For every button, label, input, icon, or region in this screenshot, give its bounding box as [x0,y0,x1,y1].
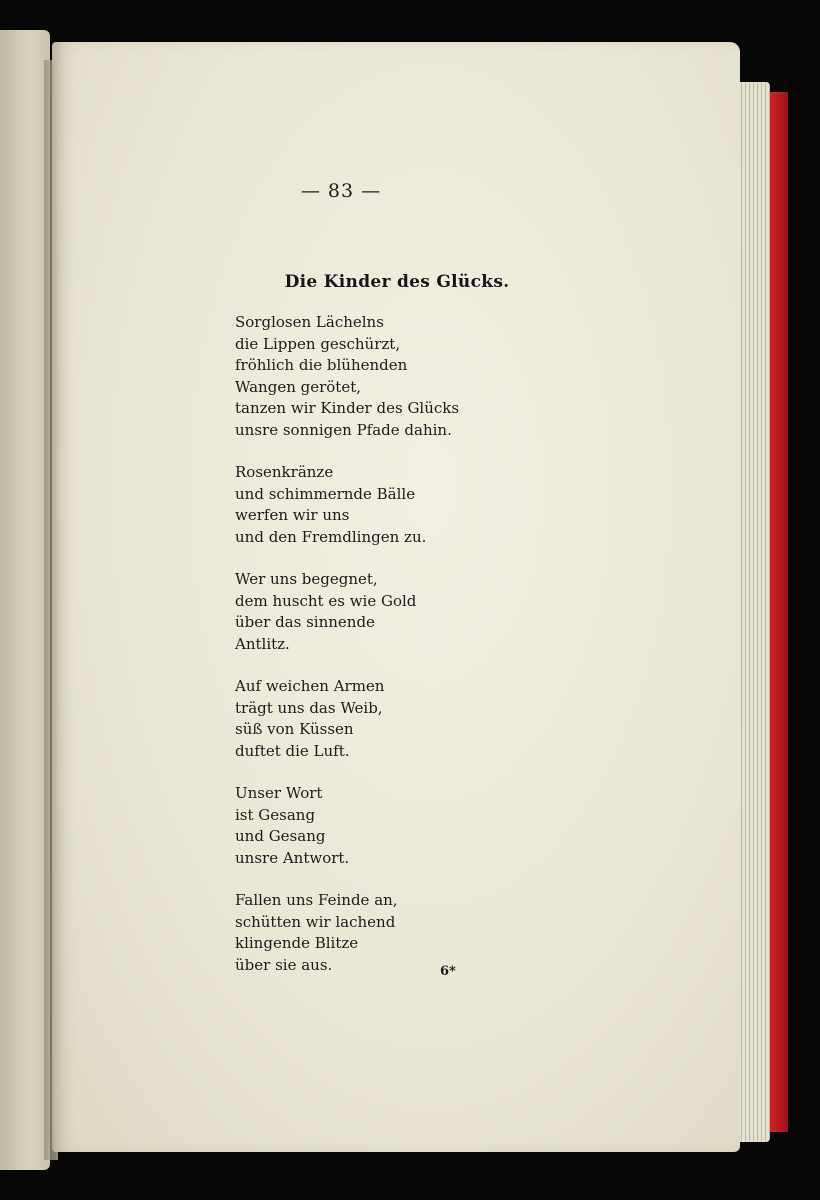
poem-line: Antlitz. [235,634,290,653]
poem-line: tanzen wir Kinder des Glücks [235,399,460,417]
stanza-3 [235,569,655,655]
poem-line: unsre Antwort. [235,848,350,867]
poem-line: Auf weichen Armen [235,677,385,695]
stanza-1 [235,312,655,441]
poem-line: Wangen gerötet, [235,377,362,396]
poem-line: fröhlich die blühenden [235,356,408,374]
poem-body [235,312,655,997]
poem-line: Unser Wort [235,784,323,802]
book-page [52,42,740,1152]
poem-line: werfen wir uns [235,506,350,524]
poem-line: unsre sonnigen Pfade dahin. [235,420,452,439]
left-page-edge [0,30,50,1170]
poem-line: Rosenkränze [235,463,334,481]
poem-line: über sie aus. [235,955,333,974]
stanza-4 [235,676,655,762]
stanza-5 [235,783,655,869]
poem-line: trägt uns das Weib, [235,698,383,717]
poem-title: Die Kinder des Glücks. [284,272,510,292]
poem-line: süß von Küssen [235,720,354,738]
poem-line: dem huscht es wie Gold [235,591,417,610]
page-number: — 83 — [300,180,382,202]
poem-line: Fallen uns Feinde an, [235,891,398,909]
page-gutter-shadow [44,60,58,1160]
poem-line: und Gesang [235,827,326,845]
poem-line: und den Fremdlingen zu. [235,527,427,546]
poem-line: Wer uns begegnet, [235,570,378,588]
poem-line: und schimmernde Bälle [235,484,416,503]
poem-line: die Lippen geschürzt, [235,334,401,353]
printer-signature-mark: 6* [440,964,456,979]
stanza-2 [235,462,655,548]
poem-line: Sorglosen Lächelns [235,313,384,331]
poem-line: schütten wir lachend [235,912,396,931]
poem-line: duftet die Luft. [235,741,350,760]
poem-line: ist Gesang [235,805,316,824]
poem-line: über das sinnende [235,613,375,631]
poem-line: klingende Blitze [235,934,359,952]
